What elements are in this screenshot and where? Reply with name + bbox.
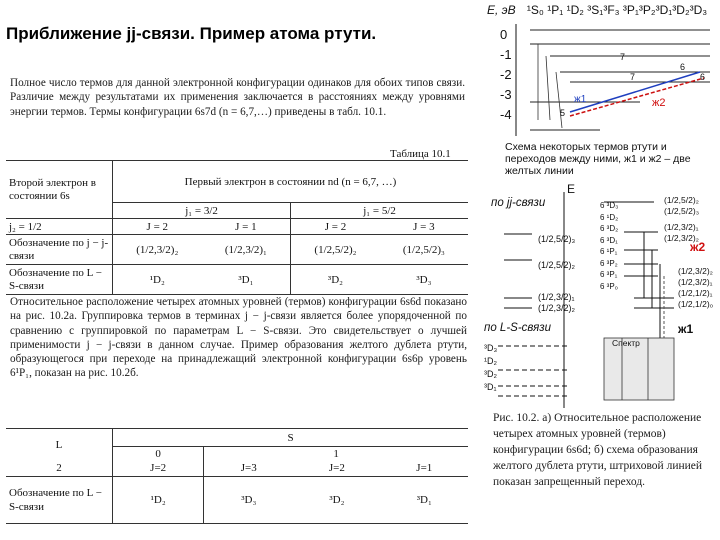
ls-terms (484, 342, 497, 394)
body-paragraph: Относительное расположение четырех атомных уровней (термов) конфигурации 6s6d показано на рис. 10.2а. Группировка термов в терминах j − j-связи является более упорядоченной по сравнению с группировкой по параметрам L − S-связи. Это свидетельствует о лучшей применимости j − j-связи в данном случае. Пример образования желтого дублета ртути, образующегося при переходе на принадлежащий электронной конфигурации 6s6p уровень 6¹P₁, показан на рис. 10.2б. (10, 296, 467, 380)
level-label: 6 ³D₃ (600, 201, 619, 210)
term-series: ¹S₀ ¹P₁ ¹D₂ ³S₁³F₃ ³P₁³P₂³D₁³D₂³D₃ (526, 3, 708, 17)
J-cell: J = 2 (324, 220, 347, 233)
J-cell: J=2 (113, 461, 204, 477)
L-header: L (6, 429, 113, 461)
J-cell: J=1 (416, 462, 433, 475)
j1-a: j₁ = 3/2 (113, 203, 291, 219)
J-cell: J=3 (240, 462, 257, 475)
zh1-label-b: ж1 (678, 322, 694, 336)
jj-heading: по jj-связи (491, 197, 546, 209)
figure-caption: Рис. 10.2. а) Относительное расположение четырех атомных уровней (термов) конфигурации 6s6d; б) схема образования желтого дублета ртути, штриховой линией показан запрещенный переход. (493, 412, 703, 488)
energy-tick: -1 (500, 47, 512, 62)
table-caption: Таблица 10.1 (390, 148, 451, 160)
jj-term: (1/2,3/2)₂ (538, 303, 576, 313)
level-mark: 5 (560, 108, 566, 118)
level-label: 6 ³D₁ (600, 235, 618, 245)
energy-axis-label: E, эВ (487, 3, 516, 17)
jj-term: (1/2,5/2)₃ (538, 234, 576, 244)
terms-table (6, 160, 468, 295)
jj-terms (538, 226, 575, 278)
right-term: (1/2,3/2)₁ (678, 277, 713, 287)
ls-cell: ³D₂ (329, 494, 345, 506)
energy-header (487, 3, 719, 17)
transition-arrows (644, 232, 660, 338)
ls-cell: ³D₃ (241, 494, 257, 506)
S-value: 0 (113, 447, 204, 461)
j2-cell: j₂ = 1/2 (6, 219, 113, 235)
energy-tick: 0 (500, 27, 508, 42)
zh2-label: ж2 (652, 97, 666, 109)
level-mark: 6 (700, 72, 706, 82)
jj-cell: (1/2,5/2)₂ (314, 243, 357, 256)
level-mark: 6 (680, 62, 686, 72)
right-terms-bottom (678, 266, 713, 310)
level-label: 6 ¹D₂ (600, 212, 619, 222)
energy-plot-area (516, 24, 716, 136)
intro-paragraph: Полное число термов для данной электронной конфигурации одинаков для обоих типов связи. Различие между результатами их применения заключается в расстояниях между уровнями энергии термов. Термы конфигурации 6s7d (n = 6,7,…) приведены в табл. 10.1. (10, 77, 465, 118)
ls-term: ³D₂ (484, 369, 497, 379)
J-cell: J = 2 (146, 220, 169, 233)
ls-table (6, 428, 468, 524)
energy-levels-diagram (490, 20, 718, 140)
right-term: (1/2,1/2)₁ (678, 288, 713, 298)
ls-heading: по L-S-связи (484, 322, 552, 334)
ls-label: Обозначение по L − S-связи (6, 265, 113, 295)
J-cell: J = 1 (202, 219, 291, 235)
level-label: 6 ³P₀ (600, 281, 618, 291)
left-level-labels (600, 200, 618, 292)
ls-cell: ¹D₂ (149, 273, 165, 286)
ls-levels (498, 346, 568, 396)
right-term: (1/2,5/2)₃ (664, 206, 700, 216)
first-electron-header: Первый электрон в состоянии nd (n = 6,7, …) (113, 161, 469, 203)
right-term: (1/2,1/2)₀ (678, 299, 714, 309)
j1-b: j₁ = 5/2 (363, 204, 396, 217)
right-term: (1/2,3/2)₁ (664, 222, 699, 232)
right-term: (1/2,5/2)₂ (664, 195, 699, 205)
ls-cell: ³D₁ (416, 494, 432, 506)
page-title: Приближение jj-связи. Пример атома ртути. (6, 24, 377, 43)
ls-cell: ³D₁ (202, 265, 291, 295)
spectrum-label: Спектр (612, 338, 640, 348)
jj-cell: (1/2,5/2)₃ (402, 243, 445, 256)
jj-levels (504, 234, 532, 308)
energy-tick: -4 (500, 107, 512, 122)
jj-terms-low (538, 292, 575, 314)
ls-cell: ³D₃ (416, 273, 432, 286)
ls-term: ¹D₂ (484, 356, 497, 366)
right-term: (1/2,3/2)₂ (678, 266, 713, 276)
level-label: 6 ³D₂ (600, 224, 619, 233)
level-label: 6 ³P₂ (600, 258, 618, 268)
ls-term: ³D₁ (484, 382, 497, 392)
row-header: Второй электрон в состоянии 6s (6, 161, 113, 219)
level-mark: 7 (630, 72, 636, 82)
energy-tick: -2 (500, 67, 512, 82)
J-cell: J=2 (328, 462, 345, 475)
right-terms-top (664, 195, 699, 217)
ls-cell: ³D₂ (327, 273, 343, 286)
right-term: (1/2,3/2)₂ (664, 233, 699, 243)
jj-cell: (1/2,3/2)₁ (202, 235, 291, 265)
energy-caption: Схема некоторых термов ртути и переходов между ними, ж1 и ж2 – две желтых линии (505, 141, 691, 177)
ls-cell: ¹D₂ (113, 477, 204, 524)
jj-term: (1/2,5/2)₂ (538, 260, 576, 270)
L-value: 2 (6, 461, 113, 477)
zh2-label-b: ж2 (690, 240, 706, 254)
level-label: 6 ¹P₁ (600, 247, 618, 256)
energy-tick: -3 (500, 87, 512, 102)
level-mark: 7 (620, 52, 626, 62)
jj-term: (1/2,3/2)₁ (538, 292, 575, 302)
E-axis-label: E (567, 182, 576, 196)
ls-label: Обозначение по L − S-связи (6, 477, 113, 524)
S-value: 1 (333, 447, 339, 460)
jj-cell: (1/2,3/2)₂ (136, 243, 179, 256)
level-label: 6 ³P₁ (600, 270, 618, 279)
zh1-label: ж1 (574, 94, 587, 105)
ls-term: ³D₃ (484, 343, 498, 353)
energy-ticks (500, 25, 512, 125)
jj-label: Обозначение по j − j-связи (6, 235, 113, 265)
J-cell: J = 3 (413, 220, 435, 233)
S-header: S (287, 431, 294, 444)
